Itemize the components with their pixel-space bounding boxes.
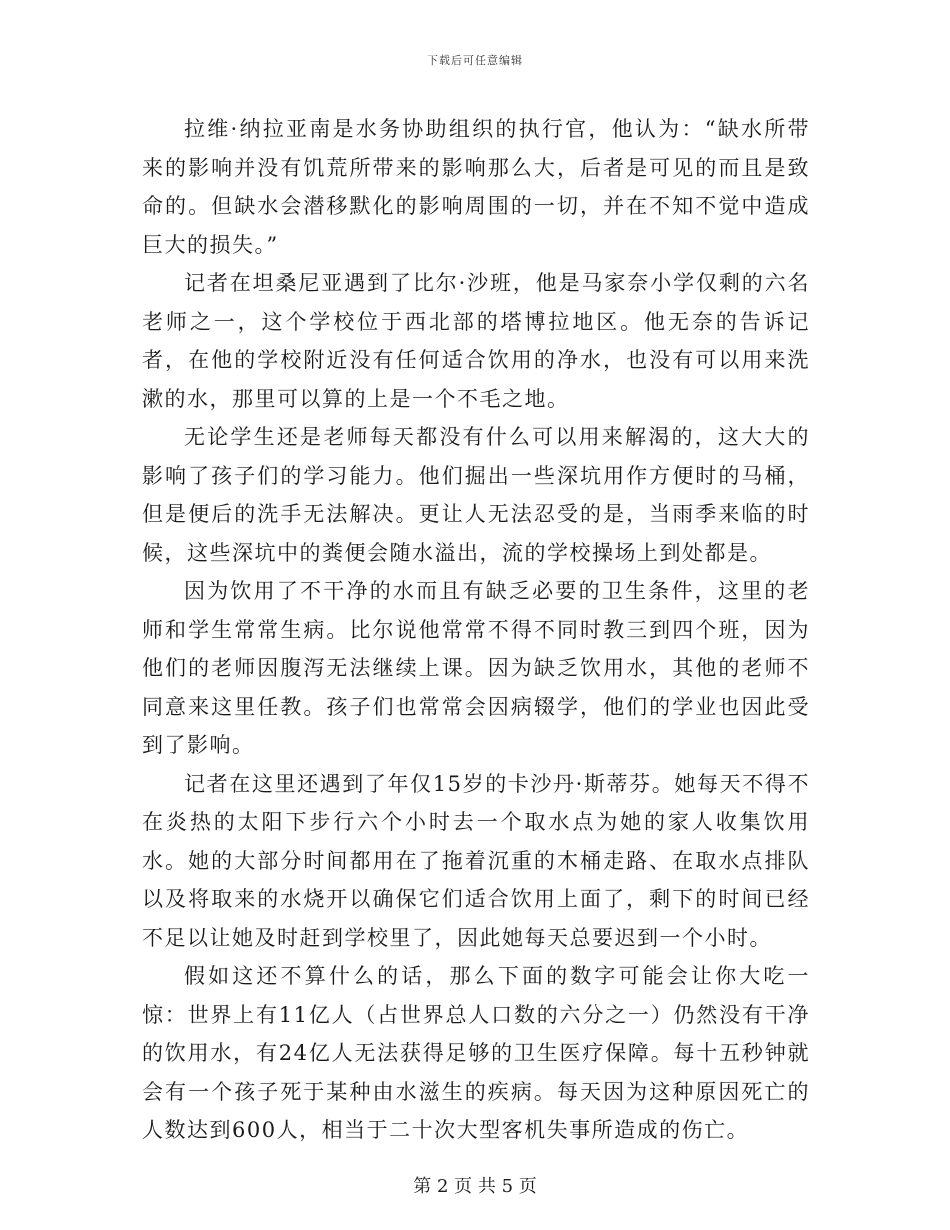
document-body <box>142 110 810 1150</box>
page-header: 下载后可任意编辑 <box>427 54 523 67</box>
paragraph-4: 因为饮用了不干净的水而且有缺乏必要的卫生条件，这里的老师和学生常常生病。比尔说他常常不得不同时教三到四个班，因为他们的老师因腹泻无法继续上课。因为缺乏饮用水，其他的老师不同意来这里任教。孩子们也常常会因病辍学，他们的学业也因此受到了影响。 <box>142 579 810 757</box>
paragraph-2: 记者在坦桑尼亚遇到了比尔·沙班，他是马家奈小学仅剩的六名老师之一，这个学校位于西北部的塔博拉地区。他无奈的告诉记者，在他的学校附近没有任何适合饮用的净水，也没有可以用来洗漱的水，那里可以算的上是一个不毛之地。 <box>142 271 810 411</box>
paragraph-3: 无论学生还是老师每天都没有什么可以用来解渴的，这大大的影响了孩子们的学习能力。他们掘出一些深坑用作方便时的马桶，但是便后的洗手无法解决。更让人无法忍受的是，当雨季来临的时候，这些深坑中的粪便会随水溢出，流的学校操场上到处都是。 <box>142 425 810 565</box>
page-number-footer: 第 2 页 共 5 页 <box>413 1176 537 1197</box>
paragraph-5: 记者在这里还遇到了年仅15岁的卡沙丹·斯蒂芬。她每天不得不在炎热的太阳下步行六个小时去一个取水点为她的家人收集饮用水。她的大部分时间都用在了拖着沉重的木桶走路、在取水点排队以及将取来的水烧开以确保它们适合饮用上面了，剩下的时间已经不足以让她及时赶到学校里了，因此她每天总要迟到一个小时。 <box>142 771 810 950</box>
paragraph-6: 假如这还不算什么的话，那么下面的数字可能会让你大吃一惊：世界上有11亿人（占世界总人口数的六分之一）仍然没有干净的饮用水，有24亿人无法获得足够的卫生医疗保障。每十五秒钟就会有一个孩子死于某种由水滋生的疾病。每天因为这种原因死亡的人数达到600人，相当于二十次大型客机失事所造成的伤亡。 <box>142 964 810 1142</box>
paragraph-1: 拉维·纳拉亚南是水务协助组织的执行官，他认为：“缺水所带来的影响并没有饥荒所带来的影响那么大，后者是可见的而且是致命的。但缺水会潜移默化的影响周围的一切，并在不知不觉中造成巨大的损失。” <box>142 117 810 257</box>
